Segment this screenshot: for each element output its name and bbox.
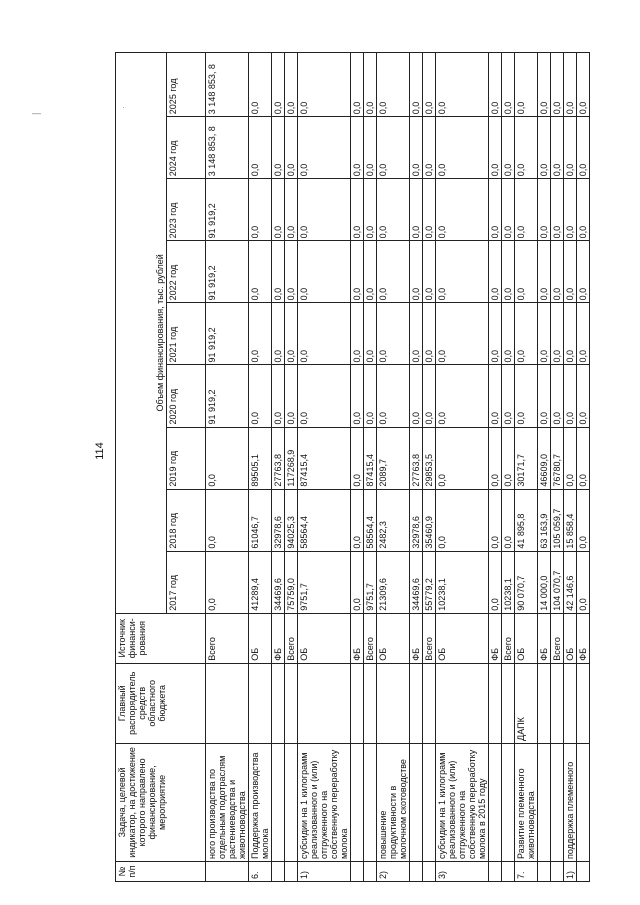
row-value: 0,0 [423,53,436,117]
row-value: 0,0 [364,53,377,117]
row-value: 0,0 [206,427,249,489]
row-value: 0,0 [249,241,272,303]
row-value: 3 148 853, 8 [206,53,249,117]
row-value: 104 070,7 [551,551,564,613]
header-year: 2020 год [167,365,206,427]
row-value: 58564,4 [298,489,351,551]
row-value: 0,0 [351,241,364,303]
row-value: 0,0 [206,489,249,551]
row-value: 0,0 [489,489,502,551]
header-year: 2017 год [167,551,206,613]
header-year: 2024 год [167,117,206,179]
row-manager [423,663,436,743]
header-volume: Объем финансирования, тыс. рублей [116,53,167,614]
row-value: 0,0 [364,117,377,179]
row-value: 0,0 [538,117,551,179]
row-value: 0,0 [298,179,351,241]
row-source: Всего [364,613,377,663]
row-num [351,861,364,881]
row-source: Всего [285,613,298,663]
row-value: 75759,0 [285,551,298,613]
row-value: 0,0 [489,241,502,303]
row-value: 0,0 [436,303,489,365]
row-source: ФБ [577,613,590,663]
table-row [564,53,577,882]
row-manager [436,663,489,743]
row-value: 0,0 [551,241,564,303]
row-value: 0,0 [577,117,590,179]
row-value: 0,0 [538,303,551,365]
row-value: 0,0 [285,117,298,179]
table-row [423,53,436,882]
row-value: 0,0 [410,241,423,303]
row-value: 9751,7 [364,551,377,613]
row-value: 0,0 [502,303,515,365]
row-num: 3) [436,861,489,881]
row-value: 0,0 [502,179,515,241]
row-num [423,861,436,881]
row-value: 0,0 [351,489,364,551]
row-value: 0,0 [436,117,489,179]
row-value: 117268,9 [285,427,298,489]
table-row [377,53,410,882]
row-value: 0,0 [489,179,502,241]
row-num [538,861,551,881]
row-value: 91 919,2 [206,179,249,241]
row-manager: ДАПК [515,663,538,743]
row-value: 0,0 [564,303,577,365]
row-manager [489,663,502,743]
row-source: ФБ [538,613,551,663]
row-value: 0,0 [364,303,377,365]
row-manager [551,663,564,743]
row-num [489,861,502,881]
row-value: 27763,8 [410,427,423,489]
row-value: 29853,5 [423,427,436,489]
row-value: 0,0 [272,303,285,365]
row-value: 0,0 [515,117,538,179]
row-task: субсидии на 1 килограмм реализованного и (или) отгруженного на собственную переработку молока в 2015 году [436,743,489,861]
header-year: 2023 год [167,179,206,241]
row-value: 87415,4 [298,427,351,489]
row-num: 7. [515,861,538,881]
row-manager [351,663,364,743]
header-year: 2021 год [167,303,206,365]
row-value: 34469,6 [410,551,423,613]
row-value: 3 148 853, 8 [206,117,249,179]
row-value: 0,0 [515,53,538,117]
row-value: 0,0 [577,241,590,303]
row-value: 0,0 [577,365,590,427]
row-value: 0,0 [515,241,538,303]
row-task [351,743,364,861]
row-value: 0,0 [377,303,410,365]
row-task: субсидии на 1 килограмм реализованного и (или) отгруженного на собственную переработку молока [298,743,351,861]
row-source: ОБ [515,613,538,663]
row-value: 0,0 [423,117,436,179]
row-manager [538,663,551,743]
row-value: 0,0 [502,117,515,179]
row-num [272,861,285,881]
row-value: 9751,7 [298,551,351,613]
row-value: 0,0 [298,53,351,117]
row-num [577,861,590,881]
row-value: 0,0 [351,365,364,427]
row-value: 0,0 [564,365,577,427]
row-value: 0,0 [410,179,423,241]
row-value: 0,0 [285,241,298,303]
row-manager [564,663,577,743]
row-value: 34469,6 [272,551,285,613]
row-source: Всего [502,613,515,663]
row-value: 2482,3 [377,489,410,551]
row-value: 0,0 [502,241,515,303]
row-task [489,743,502,861]
table-row [515,53,538,882]
row-value: 0,0 [249,117,272,179]
row-value: 0,0 [436,489,489,551]
row-task [577,743,590,861]
table-row [436,53,489,882]
page-number: 114 [94,442,106,460]
row-value: 0,0 [577,179,590,241]
row-value: 0,0 [515,179,538,241]
row-source: ФБ [410,613,423,663]
row-value: 0,0 [551,303,564,365]
table-row [364,53,377,882]
table-row [249,53,272,882]
row-source: Всего [423,613,436,663]
row-value: 0,0 [423,179,436,241]
row-value: 10238,1 [502,551,515,613]
financing-table [115,52,590,882]
row-value: 0,0 [377,117,410,179]
row-value: 63 163,9 [538,489,551,551]
margin-mark: — [32,108,41,118]
row-manager [577,663,590,743]
row-value: 0,0 [564,427,577,489]
row-num: 1) [564,861,577,881]
row-value: 61046,7 [249,489,272,551]
row-value: 0,0 [538,53,551,117]
row-task: поддержка племенного [564,743,577,861]
row-manager [272,663,285,743]
row-value: 0,0 [423,365,436,427]
row-value: 14 000,0 [538,551,551,613]
row-value: 0,0 [551,179,564,241]
row-value: 0,0 [436,53,489,117]
row-manager [410,663,423,743]
row-source: ФБ [272,613,285,663]
row-value: 0,0 [272,117,285,179]
row-value: 0,0 [502,489,515,551]
row-manager [377,663,410,743]
row-value: 58564,4 [364,489,377,551]
row-value: 0,0 [423,303,436,365]
table-row [489,53,502,882]
row-source: Всего [206,613,249,663]
row-task [502,743,515,861]
table-row [538,53,551,882]
row-value: 0,0 [272,179,285,241]
row-num [364,861,377,881]
row-value: 21309,6 [377,551,410,613]
row-value: 0,0 [206,551,249,613]
row-value: 0,0 [351,427,364,489]
table-row [206,53,249,882]
row-source: ОБ [564,613,577,663]
row-value: 0,0 [364,179,377,241]
row-source: Всего [551,613,564,663]
row-value: 0,0 [364,365,377,427]
row-value: 0,0 [377,241,410,303]
row-value: 0,0 [377,179,410,241]
row-value: 0,0 [577,489,590,551]
row-value: 0,0 [351,551,364,613]
row-value: 0,0 [564,241,577,303]
row-value: 91 919,2 [206,241,249,303]
row-task [551,743,564,861]
row-manager [364,663,377,743]
row-value: 42 146,6 [564,551,577,613]
row-source: ФБ [489,613,502,663]
table-row [298,53,351,882]
table-row [410,53,423,882]
row-num: 2) [377,861,410,881]
table-row [551,53,564,882]
header-task: Задача, целевой индикатор, на достижение которого направлено финансирование, мероприятие [116,743,206,861]
header-source: Источник финанси-рования [116,613,206,663]
row-value: 0,0 [272,365,285,427]
row-manager [206,663,249,743]
row-value: 0,0 [538,241,551,303]
row-manager [285,663,298,743]
row-value: 0,0 [564,53,577,117]
row-value: 0,0 [249,179,272,241]
row-value: 0,0 [538,179,551,241]
row-value: 15 858,4 [564,489,577,551]
header-year: 2019 год [167,427,206,489]
row-value: 0,0 [515,365,538,427]
row-task [423,743,436,861]
row-task [364,743,377,861]
row-value: 0,0 [377,365,410,427]
row-value: 0,0 [436,365,489,427]
row-num [551,861,564,881]
row-manager [249,663,272,743]
row-num [206,861,249,881]
row-value: 41 895,8 [515,489,538,551]
row-value: 0,0 [410,53,423,117]
table-row [502,53,515,882]
row-value: 55779,2 [423,551,436,613]
row-value: 0,0 [285,303,298,365]
row-value: 0,0 [489,427,502,489]
row-value: 0,0 [272,53,285,117]
row-value: 0,0 [502,427,515,489]
row-value: 0,0 [285,365,298,427]
row-value: 0,0 [410,117,423,179]
row-manager [502,663,515,743]
header-manager: Главный распорядитель средств областного бюджета [116,663,206,743]
row-value: 0,0 [577,551,590,613]
row-value: 0,0 [351,303,364,365]
row-value: 0,0 [551,117,564,179]
row-num [410,861,423,881]
row-value: 41289,4 [249,551,272,613]
row-task [285,743,298,861]
row-value: 91 919,2 [206,303,249,365]
row-value: 0,0 [564,179,577,241]
header-year: 2018 год [167,489,206,551]
row-value: 0,0 [577,53,590,117]
row-value: 0,0 [285,53,298,117]
row-value: 30171,7 [515,427,538,489]
row-value: 87415,4 [364,427,377,489]
row-value: 0,0 [285,179,298,241]
row-value: 0,0 [564,117,577,179]
row-value: 0,0 [272,241,285,303]
row-value: 0,0 [436,427,489,489]
row-num: 6. [249,861,272,881]
row-value: 0,0 [377,53,410,117]
header-year: 2025 год [167,53,206,117]
row-source: ОБ [436,613,489,663]
row-value: 0,0 [364,241,377,303]
row-value: 0,0 [551,365,564,427]
table-row [351,53,364,882]
table-row [285,53,298,882]
row-value: 0,0 [351,179,364,241]
row-value: 0,0 [515,303,538,365]
row-manager [298,663,351,743]
row-value: 89505,1 [249,427,272,489]
row-value: 0,0 [249,53,272,117]
row-value: 0,0 [436,241,489,303]
row-task: повышение продуктивности в молочном скотоводстве [377,743,410,861]
row-value: 0,0 [489,303,502,365]
row-value: 27763,8 [272,427,285,489]
header-year: 2022 год [167,241,206,303]
row-source: ФБ [351,613,364,663]
row-value: 0,0 [249,303,272,365]
table-wrap [115,52,588,882]
row-value: 0,0 [423,241,436,303]
row-value: 35460,9 [423,489,436,551]
table-row [272,53,285,882]
row-value: 0,0 [551,53,564,117]
table-row [577,53,590,882]
row-value: 0,0 [298,241,351,303]
row-value: 0,0 [436,179,489,241]
row-task [272,743,285,861]
row-value: 76780,7 [551,427,564,489]
row-value: 0,0 [351,53,364,117]
row-source: ОБ [377,613,410,663]
header-num: № п/п [116,861,206,881]
row-value: 0,0 [489,365,502,427]
row-task [538,743,551,861]
row-value: 0,0 [502,365,515,427]
row-value: 0,0 [410,365,423,427]
row-value: 0,0 [489,53,502,117]
row-value: 10238,1 [436,551,489,613]
row-task: ного производства по отдельным подотраслям растениеводства и животноводства [206,743,249,861]
row-value: 0,0 [351,117,364,179]
row-value: 0,0 [298,117,351,179]
row-num [285,861,298,881]
row-value: 0,0 [410,303,423,365]
table-rotated-container [115,52,588,882]
row-value: 0,0 [298,365,351,427]
row-task: Поддержка производства молока [249,743,272,861]
row-value: 32978,6 [272,489,285,551]
row-value: 0,0 [502,53,515,117]
row-value: 0,0 [538,365,551,427]
row-value: 0,0 [489,117,502,179]
row-value: 0,0 [298,303,351,365]
row-value: 91 919,2 [206,365,249,427]
margin-dot: · [122,102,125,112]
row-num [502,861,515,881]
row-task [410,743,423,861]
row-value: 0,0 [577,427,590,489]
row-value: 2089,7 [377,427,410,489]
row-value: 0,0 [249,365,272,427]
row-task: Развитие племенного животноводства [515,743,538,861]
row-value: 0,0 [577,303,590,365]
row-num: 1) [298,861,351,881]
row-value: 32978,6 [410,489,423,551]
row-value: 0,0 [489,551,502,613]
row-source: ОБ [249,613,272,663]
row-value: 105 059,7 [551,489,564,551]
row-value: 46609,0 [538,427,551,489]
row-source: ОБ [298,613,351,663]
row-value: 90 070,7 [515,551,538,613]
row-value: 94025,3 [285,489,298,551]
